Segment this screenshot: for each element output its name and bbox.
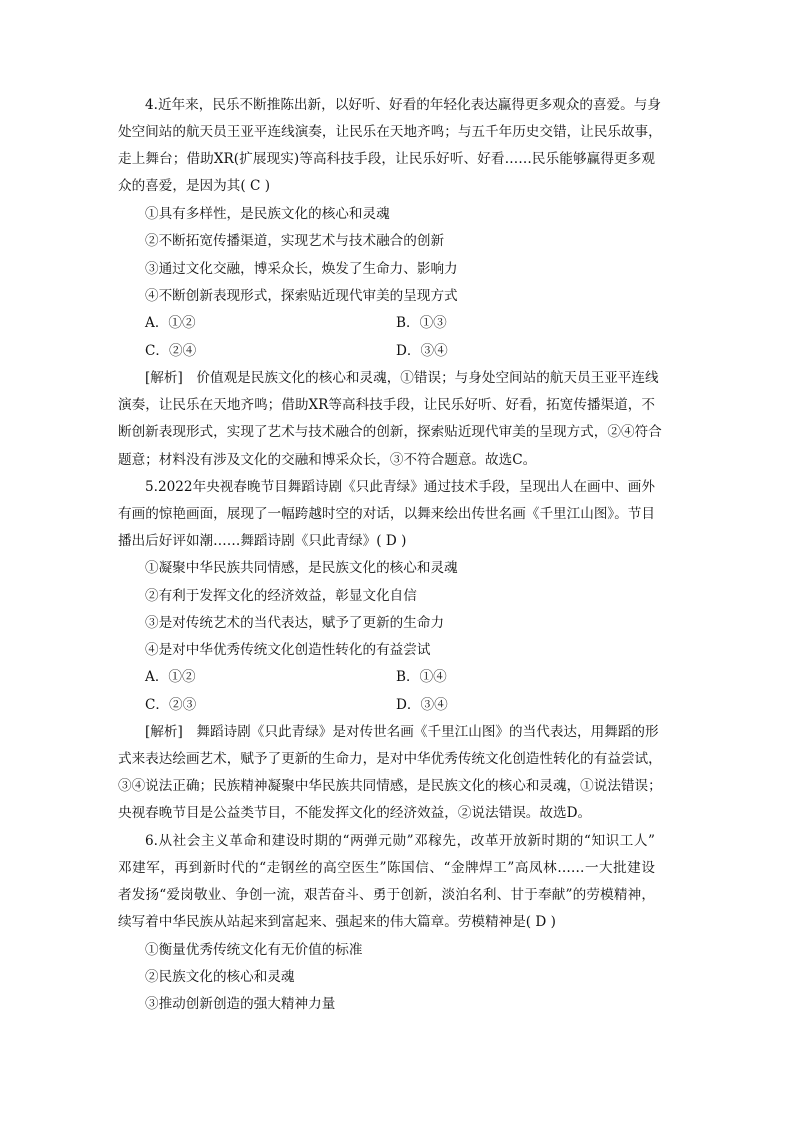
q5-option-b: B．①④	[396, 669, 447, 685]
q5-analysis-line-4: 央视春晚节目是公益类节目，不能发挥文化的经济效益，②说法错误。故选D。	[118, 805, 592, 821]
q5-stem-line-3: 播出后好评如潮……舞蹈诗剧《只此青绿》( D )	[118, 533, 407, 549]
q6-stem-line-3: 者发扬“爱岗敬业、争创一流，艰苦奋斗、勇于创新，淡泊名利、甘于奉献”的劳模精神，	[118, 887, 655, 903]
q5-item-1: ①凝聚中华民族共同情感，是民族文化的核心和灵魂	[145, 560, 458, 576]
q4-item-3: ③通过文化交融，博采众长，焕发了生命力、影响力	[145, 261, 458, 277]
q6-stem-line-1: 6.从社会主义革命和建设时期的“两弹元勋”邓稼先，改革开放新时期的“知识工人”	[145, 833, 655, 849]
q4-stem-line-2: 处空间站的航天员王亚平连线演奏，让民乐在天地齐鸣；与五千年历史交错，让民乐故事，	[118, 124, 662, 140]
q6-item-1: ①衡量优秀传统文化有无价值的标准	[145, 942, 363, 958]
q4-stem-line-3: 走上舞台；借助XR(扩展现实)等高科技手段，让民乐好听、好看……民乐能够赢得更多观	[118, 151, 655, 167]
q5-option-c: C．②③	[145, 697, 197, 713]
q4-option-a: A．①②	[145, 315, 196, 331]
q4-analysis-line-2: 演奏，让民乐在天地齐鸣；借助XR等高科技手段，让民乐好听、好看，拓宽传播渠道，不	[118, 397, 655, 413]
q5-option-a: A．①②	[145, 669, 196, 685]
q4-stem-line-1: 4.近年来，民乐不断推陈出新，以好听、好看的年轻化表达赢得更多观众的喜爱。与身	[145, 97, 661, 113]
q6-item-3: ③推动创新创造的强大精神力量	[145, 996, 336, 1012]
q5-stem-line-1: 5.2022年央视春晚节目舞蹈诗剧《只此青绿》通过技术手段，呈现出人在画中、画外	[145, 479, 655, 495]
q4-stem-line-4: 众的喜爱，是因为其( C )	[118, 178, 270, 194]
q4-option-c: C．②④	[145, 343, 197, 359]
q5-item-3: ③是对传统艺术的当代表达，赋予了更新的生命力	[145, 615, 445, 631]
q4-option-b: B．①③	[396, 315, 447, 331]
q5-analysis-line-2: 式来表达绘画艺术，赋予了更新的生命力，是对中华优秀传统文化创造性转化的有益尝试，	[118, 751, 662, 767]
q4-analysis-line-1: [解析] 价值观是民族文化的核心和灵魂，①错误；与身处空间站的航天员王亚平连线	[145, 370, 659, 386]
q4-item-4: ④不断创新表现形式，探索贴近现代审美的呈现方式	[145, 288, 458, 304]
q4-analysis-line-4: 题意；材料没有涉及文化的交融和博采众长，③不符合题意。故选C。	[118, 452, 537, 468]
q4-item-2: ②不断拓宽传播渠道，实现艺术与技术融合的创新	[145, 233, 445, 249]
q4-analysis-line-3: 断创新表现形式，实现了艺术与技术融合的创新，探索贴近现代审美的呈现方式，②④符合	[118, 424, 662, 440]
q5-item-4: ④是对中华优秀传统文化创造性转化的有益尝试	[145, 642, 431, 658]
q4-item-1: ①具有多样性，是民族文化的核心和灵魂	[145, 206, 390, 222]
q5-option-d: D．③④	[396, 697, 448, 713]
q6-stem-line-4: 续写着中华民族从站起来到富起来、强起来的伟大篇章。劳模精神是( D )	[118, 914, 556, 930]
q6-stem-line-2: 邓建军，再到新时代的“走钢丝的高空医生”陈国信、“金牌焊工”高凤林……一大批建设	[118, 860, 655, 876]
q5-analysis-line-1: [解析] 舞蹈诗剧《只此青绿》是对传世名画《千里江山图》的当代表达，用舞蹈的形	[145, 724, 659, 740]
q5-item-2: ②有利于发挥文化的经济效益，彰显文化自信	[145, 588, 417, 604]
q5-analysis-line-3: ③④说法正确；民族精神凝聚中华民族共同情感，是民族文化的核心和灵魂，①说法错误；	[118, 778, 662, 794]
q6-item-2: ②民族文化的核心和灵魂	[145, 969, 295, 985]
q4-option-d: D．③④	[396, 343, 448, 359]
q5-stem-line-2: 有画的惊艳画面，展现了一幅跨越时空的对话，以舞来绘出传世名画《千里江山图》。节目	[118, 506, 655, 522]
